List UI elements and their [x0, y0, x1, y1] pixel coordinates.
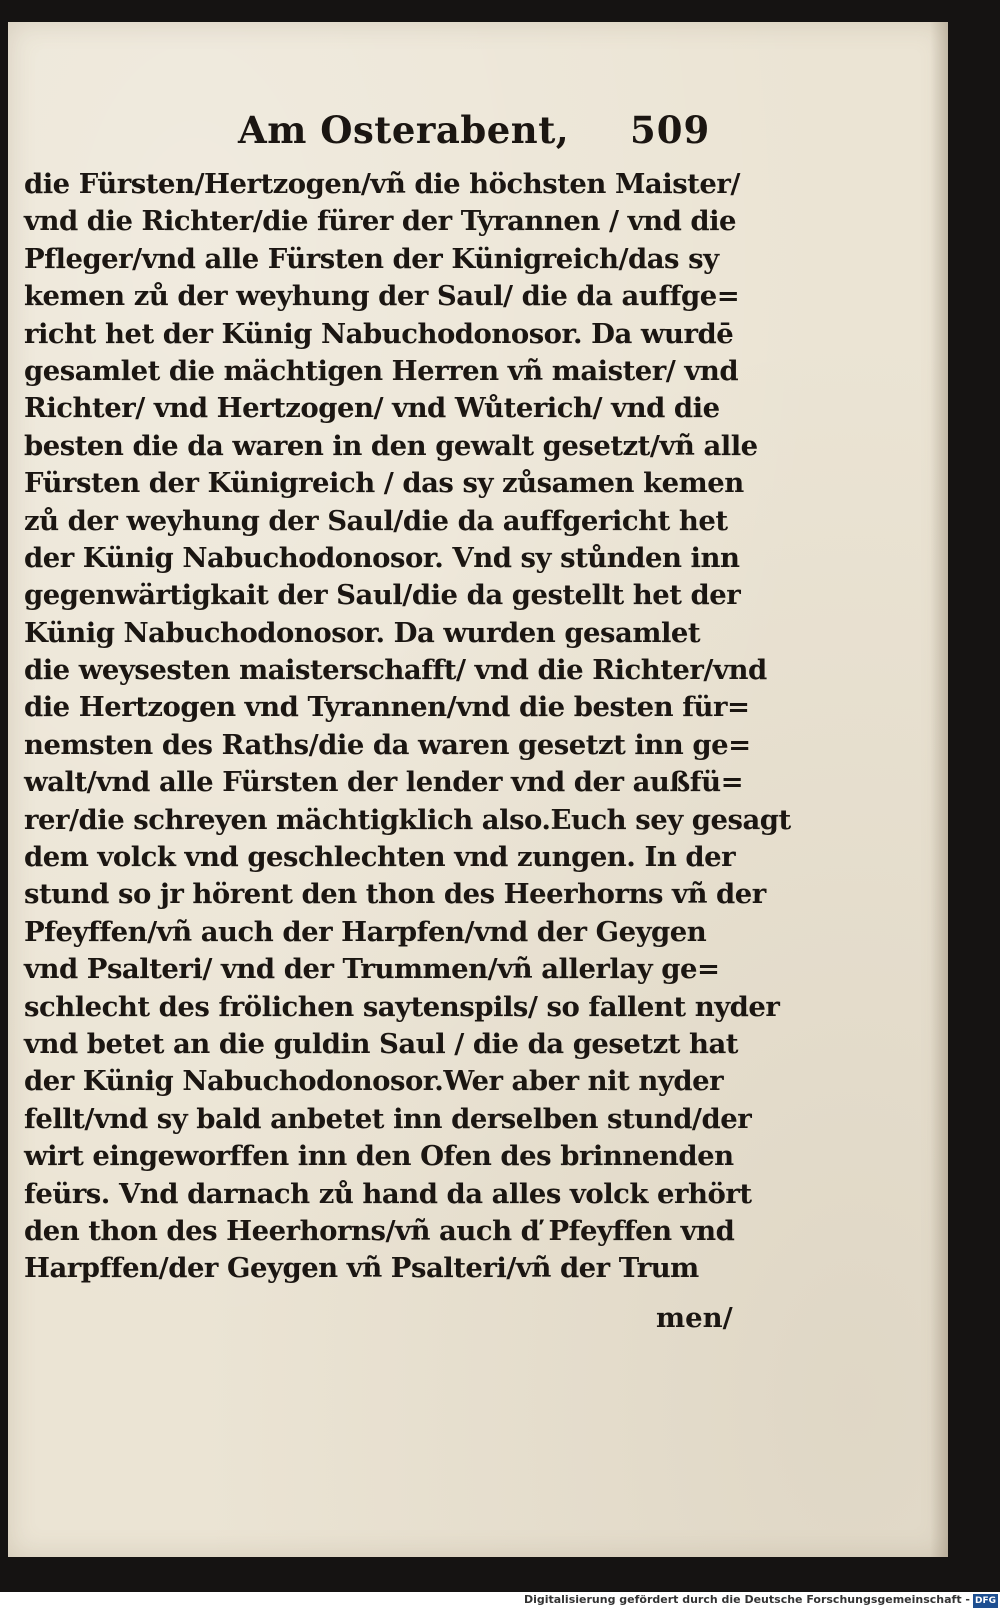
- text-line: walt/vnd alle Fürsten der lender vnd der außfü=: [24, 766, 744, 799]
- running-header: [222, 100, 722, 160]
- page-edge-shadow: [930, 22, 948, 1557]
- footer-credit: Digitalisierung gefördert durch die Deutsche Forschungsgemeinschaft -: [523, 1593, 970, 1606]
- text-line: die weysesten maisterschafft/ vnd die Richter/vnd: [24, 654, 767, 687]
- text-line: gegenwärtigkait der Saul/die da gestellt het der: [24, 579, 741, 612]
- text-line: stund so jr hörent den thon des Heerhorns vñ der: [24, 878, 766, 911]
- footer-bar: [0, 1592, 1000, 1611]
- text-line: Pfeyffen/vñ auch der Harpfen/vnd der Geygen: [24, 915, 707, 948]
- text-line: die Hertzogen vnd Tyrannen/vnd die besten für=: [24, 691, 750, 724]
- text-line: rer/die schreyen mächtigklich also.Euch sey gesagt: [24, 803, 791, 836]
- catchword: men/: [656, 1302, 733, 1334]
- running-head-title: Am Osterabent,: [238, 108, 570, 152]
- text-line: vnd betet an die guldin Saul / die da gesetzt hat: [24, 1027, 739, 1060]
- text-block: [24, 166, 791, 1288]
- text-line: richt het der Künig Nabuchodonosor. Da wurdē: [24, 317, 734, 350]
- text-line: fellt/vnd sy bald anbetet inn derselben stund/der: [24, 1102, 752, 1135]
- text-line: den thon des Heerhorns/vñ auch ď Pfeyffen vnd: [24, 1214, 735, 1247]
- text-line: kemen zů der weyhung der Saul/ die da auffge=: [24, 280, 740, 313]
- text-line: der Künig Nabuchodonosor. Vnd sy stůnden inn: [24, 541, 740, 574]
- text-line: der Künig Nabuchodonosor.Wer aber nit nyder: [24, 1065, 724, 1098]
- text-line: zů der weyhung der Saul/die da auffgericht het: [24, 504, 728, 537]
- text-line: Richter/ vnd Hertzogen/ vnd Wůterich/ vnd die: [24, 392, 720, 425]
- dfg-logo: DFG: [974, 1596, 996, 1606]
- text-line: Harpffen/der Geygen vñ Psalteri/vñ der Trum: [24, 1252, 699, 1285]
- text-line: feürs. Vnd darnach zů hand da alles volck erhört: [24, 1177, 752, 1210]
- text-line: die Fürsten/Hertzogen/vñ die höchsten Maister/: [24, 168, 740, 200]
- text-line: Fürsten der Künigreich / das sy zůsamen kemen: [24, 467, 744, 500]
- text-line: vnd die Richter/die fürer der Tyrannen / vnd die: [24, 205, 737, 238]
- text-line: gesamlet die mächtigen Herren vñ maister/ vnd: [24, 354, 739, 387]
- text-line: wirt eingeworffen inn den Ofen des brinnenden: [24, 1140, 734, 1173]
- text-line: Künig Nabuchodonosor. Da wurden gesamlet: [24, 616, 701, 649]
- text-line: besten die da waren in den gewalt gesetzt/vñ alle: [24, 429, 758, 462]
- text-line: nemsten des Raths/die da waren gesetzt inn ge=: [24, 728, 751, 761]
- folio-number: 509: [630, 108, 711, 152]
- text-line: schlecht des frölichen saytenspils/ so fallent nyder: [24, 990, 780, 1023]
- text-line: Pfleger/vnd alle Fürsten der Künigreich/das sy: [24, 242, 719, 275]
- text-line: dem volck vnd geschlechten vnd zungen. In der: [24, 841, 736, 874]
- text-line: vnd Psalteri/ vnd der Trummen/vñ allerlay ge=: [24, 953, 720, 986]
